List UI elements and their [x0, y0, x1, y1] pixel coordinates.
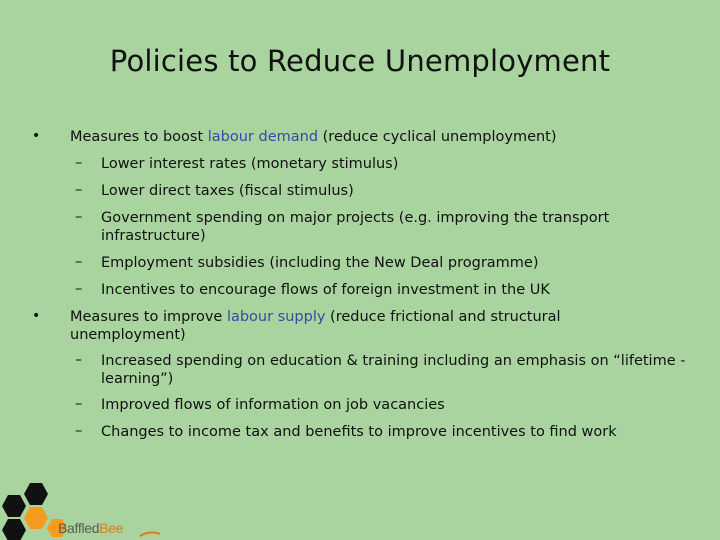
hexagon-icon	[24, 483, 48, 505]
dash-marker: –	[75, 254, 83, 270]
bullet-1-subitem: Lower interest rates (monetary stimulus)	[101, 156, 399, 172]
bullet-2-prefix: Measures to improve	[70, 309, 227, 325]
bullet-1-subitem: Government spending on major projects (e.g. improving the transport infrastructure)	[101, 210, 610, 244]
logo-text-main: Baffled	[58, 520, 100, 536]
hexagon-icon	[2, 495, 26, 517]
swoosh-icon	[140, 532, 160, 536]
bullet-1-prefix: Measures to boost	[70, 129, 208, 145]
logo-text-accent: Bee	[99, 520, 124, 536]
hexagon-icon	[2, 519, 26, 540]
dash-marker: –	[75, 423, 83, 439]
hexagon-icon	[24, 507, 48, 529]
bullet-1-subitem: Lower direct taxes (fiscal stimulus)	[101, 183, 354, 199]
logo-wordmark	[58, 520, 123, 536]
bullet-1-suffix: (reduce cyclical unemployment)	[318, 129, 557, 145]
dash-marker: –	[75, 182, 83, 198]
bullet-1	[70, 128, 670, 146]
bullet-2-subitem: Changes to income tax and benefits to improve incentives to find work	[101, 424, 617, 440]
bullet-2	[70, 308, 590, 344]
bullet-2-suffix: (reduce frictional and structural unemployment)	[70, 309, 561, 343]
bullet-2-highlight: labour supply	[226, 309, 326, 325]
bullet-1-highlight: labour demand	[207, 129, 319, 145]
slide-title: Policies to Reduce Unemployment	[109, 44, 611, 78]
dash-marker: –	[75, 396, 83, 412]
dash-marker: –	[75, 209, 83, 225]
bullet-marker: •	[32, 308, 41, 324]
bullet-1-subitem: Incentives to encourage flows of foreign investment in the UK	[101, 282, 550, 298]
dash-marker: –	[75, 352, 83, 368]
dash-marker: –	[75, 281, 83, 297]
bullet-marker: •	[32, 128, 41, 144]
bullet-2-subitem: Increased spending on education & training including an emphasis on “lifetime -learning”)	[101, 353, 686, 387]
dash-marker: –	[75, 155, 83, 171]
bullet-2-subitem: Improved flows of information on job vacancies	[101, 397, 445, 413]
bullet-1-subitem: Employment subsidies (including the New Deal programme)	[101, 255, 539, 271]
